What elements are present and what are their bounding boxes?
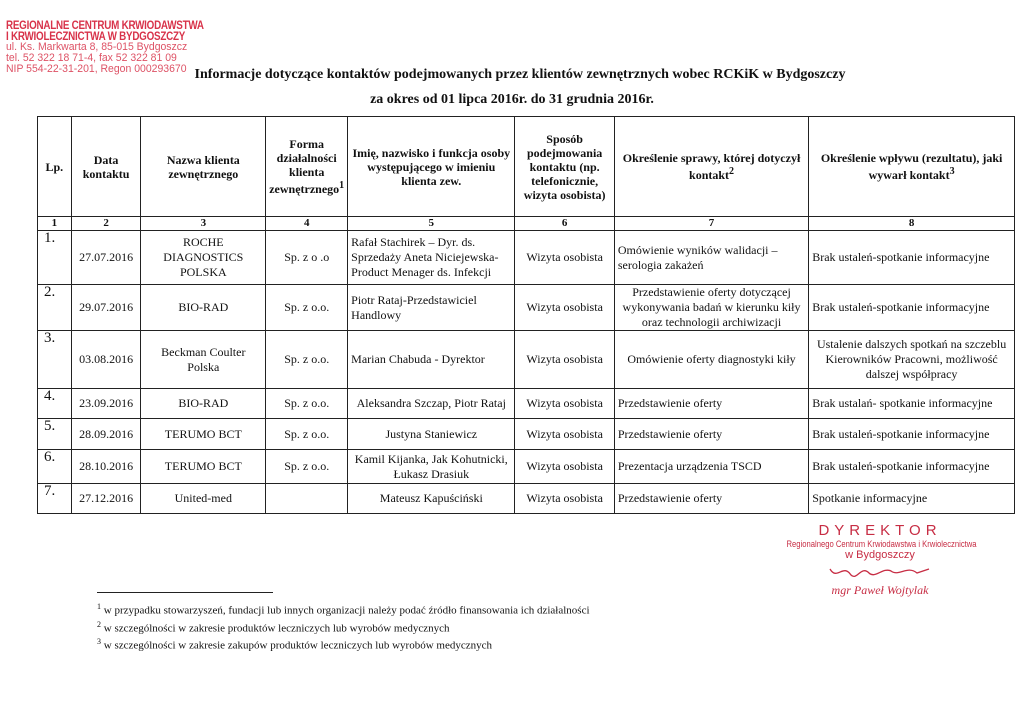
footnote-item xyxy=(97,600,590,618)
header-method: Sposób podejmowania kontaktu (np. telefonicznie, wizyta osobista) xyxy=(515,117,614,217)
header-result-text: Określenie wpływu (rezultatu), jaki wywarł kontakt xyxy=(820,151,1003,182)
row-person: Piotr Rataj-Przedstawiciel Handlowy xyxy=(348,285,515,331)
row-lp: 2. xyxy=(38,285,72,331)
footnote-item xyxy=(97,635,590,653)
signature-name: mgr Paweł Wojtylak xyxy=(831,583,929,597)
director-signature-stamp xyxy=(770,522,990,598)
row-person: Marian Chabuda - Dyrektor xyxy=(348,331,515,389)
document-title: Informacje dotyczące kontaktów podejmowanych przez klientów zewnętrznych wobec RCKiK w Bydgoszczy xyxy=(194,67,846,82)
row-method: Wizyta osobista xyxy=(515,419,614,450)
row-matter: Przedstawienie oferty dotyczącej wykonywania badań w kierunku kiły oraz technologii archiwizacji xyxy=(614,285,808,331)
footnote-item xyxy=(97,618,590,636)
row-lp: 1. xyxy=(38,231,72,285)
row-matter: Przedstawienie oferty xyxy=(614,389,808,419)
header-client: Nazwa klienta zewnętrznego xyxy=(141,117,266,217)
table-row xyxy=(38,450,1015,484)
row-date: 27.12.2016 xyxy=(71,484,141,514)
header-row xyxy=(38,117,1015,217)
row-matter: Omówienie wyników walidacji – serologia zakażeń xyxy=(614,231,808,285)
row-form: Sp. z o.o. xyxy=(266,450,348,484)
row-person: Justyna Staniewicz xyxy=(348,419,515,450)
row-date: 28.09.2016 xyxy=(71,419,141,450)
signature-city: w Bydgoszczy xyxy=(845,549,915,561)
col-number: 5 xyxy=(348,217,515,231)
row-lp: 3. xyxy=(38,331,72,389)
table-row xyxy=(38,484,1015,514)
signature-title: DYREKTOR xyxy=(818,522,942,539)
row-client: United-med xyxy=(141,484,266,514)
row-person: Mateusz Kapuściński xyxy=(348,484,515,514)
row-form: Sp. z o.o. xyxy=(266,285,348,331)
row-lp: 7. xyxy=(38,484,72,514)
row-method: Wizyta osobista xyxy=(515,389,614,419)
row-result: Ustalenie dalszych spotkań na szczeblu Kierowników Pracowni, możliwość dalszej współpracy xyxy=(809,331,1015,389)
row-date: 27.07.2016 xyxy=(71,231,141,285)
header-matter-text: Określenie sprawy, której dotyczył kontakt xyxy=(622,151,801,182)
row-matter: Przedstawienie oferty xyxy=(614,484,808,514)
table-row xyxy=(38,419,1015,450)
document-period: za okres od 01 lipca 2016r. do 31 grudnia 2016r. xyxy=(370,92,654,107)
header-person: Imię, nazwisko i funkcja osoby występującego w imieniu klienta zew. xyxy=(348,117,515,217)
row-client: BIO-RAD xyxy=(141,285,266,331)
row-matter: Omówienie oferty diagnostyki kiły xyxy=(614,331,808,389)
row-result: Brak ustaleń-spotkanie informacyjne xyxy=(809,231,1015,285)
row-client: TERUMO BCT xyxy=(141,450,266,484)
footnote-mark: 3 xyxy=(97,637,101,647)
col-number: 2 xyxy=(71,217,141,231)
row-result: Brak ustaleń-spotkanie informacyjne xyxy=(809,285,1015,331)
column-number-row xyxy=(38,217,1015,231)
col-number: 3 xyxy=(141,217,266,231)
row-method: Wizyta osobista xyxy=(515,484,614,514)
row-lp: 6. xyxy=(38,450,72,484)
row-client: ROCHE DIAGNOSTICS POLSKA xyxy=(141,231,266,285)
footnote-text: w szczególności w zakresie produktów leczniczych lub wyrobów medycznych xyxy=(103,622,450,635)
signature-institution: Regionalnego Centrum Krwiodawstwa i Krwiolecznictwa xyxy=(786,539,977,549)
handwritten-signature-icon xyxy=(825,561,935,581)
row-date: 29.07.2016 xyxy=(71,285,141,331)
table-row xyxy=(38,285,1015,331)
row-result: Brak ustaleń-spotkanie informacyjne xyxy=(809,450,1015,484)
row-form: Sp. z o.o. xyxy=(266,389,348,419)
header-form-text: Forma działalności klienta zewnętrznego xyxy=(269,137,340,196)
footnote-mark: 1 xyxy=(97,602,101,611)
footnote-text: w szczególności w zakresie zakupów produktów leczniczych lub wyrobów medycznych xyxy=(103,639,492,652)
table-row xyxy=(38,231,1015,285)
stamp-line-3: ul. Ks. Markwarta 8, 85-015 Bydgoszcz xyxy=(6,41,188,53)
stamp-line-2: I KRWIOLECZNICTWA W BYDGOSZCZY xyxy=(6,29,186,43)
footnote-mark-3: 3 xyxy=(949,166,955,177)
col-number: 8 xyxy=(809,217,1015,231)
row-person: Aleksandra Szczap, Piotr Rataj xyxy=(348,389,515,419)
row-matter: Prezentacja urządzenia TSCD xyxy=(614,450,808,484)
row-form: Sp. z o.o. xyxy=(266,419,348,450)
col-number: 4 xyxy=(266,217,348,231)
footnote-mark-2: 2 xyxy=(729,166,735,177)
row-method: Wizyta osobista xyxy=(515,285,614,331)
footnote-separator xyxy=(97,592,273,593)
row-form: Sp. z o .o xyxy=(266,231,348,285)
row-client: TERUMO BCT xyxy=(141,419,266,450)
row-method: Wizyta osobista xyxy=(515,331,614,389)
table-row xyxy=(38,389,1015,419)
row-result: Spotkanie informacyjne xyxy=(809,484,1015,514)
row-result: Brak ustalań- spotkanie informacyjne xyxy=(809,389,1015,419)
footnote-mark-1: 1 xyxy=(339,180,345,191)
row-date: 28.10.2016 xyxy=(71,450,141,484)
row-date: 23.09.2016 xyxy=(71,389,141,419)
header-matter xyxy=(614,117,808,217)
row-form xyxy=(266,484,348,514)
row-form: Sp. z o.o. xyxy=(266,331,348,389)
stamp-line-1: REGIONALNE CENTRUM KRWIODAWSTWA xyxy=(6,18,204,32)
row-client: Beckman Coulter Polska xyxy=(141,331,266,389)
footnote-text: w przypadku stowarzyszeń, fundacji lub innych organizacji należy podać źródło finansowania ich działalności xyxy=(103,604,590,617)
col-number: 6 xyxy=(515,217,614,231)
header-date: Data kontaktu xyxy=(71,117,141,217)
row-person: Kamil Kijanka, Jak Kohutnicki, Łukasz Drasiuk xyxy=(348,450,515,484)
row-date: 03.08.2016 xyxy=(71,331,141,389)
row-method: Wizyta osobista xyxy=(515,450,614,484)
col-number: 7 xyxy=(614,217,808,231)
col-number: 1 xyxy=(38,217,72,231)
row-result: Brak ustaleń-spotkanie informacyjne xyxy=(809,419,1015,450)
stamp-line-4: tel. 52 322 18 71-4, fax 52 322 81 09 xyxy=(6,52,177,64)
header-lp: Lp. xyxy=(38,117,72,217)
footnotes xyxy=(97,600,590,653)
table-row xyxy=(38,331,1015,389)
stamp-line-5: NIP 554-22-31-201, Regon 000293670 xyxy=(6,63,187,75)
row-method: Wizyta osobista xyxy=(515,231,614,285)
row-lp: 5. xyxy=(38,419,72,450)
contacts-table xyxy=(37,116,1015,514)
row-person: Rafał Stachirek – Dyr. ds. Sprzedaży Aneta Niciejewska-Product Menager ds. Infekcji xyxy=(348,231,515,285)
footnote-mark: 2 xyxy=(97,619,101,629)
header-result xyxy=(809,117,1015,217)
row-client: BIO-RAD xyxy=(141,389,266,419)
row-lp: 4. xyxy=(38,389,72,419)
row-matter: Przedstawienie oferty xyxy=(614,419,808,450)
header-form xyxy=(266,117,348,217)
